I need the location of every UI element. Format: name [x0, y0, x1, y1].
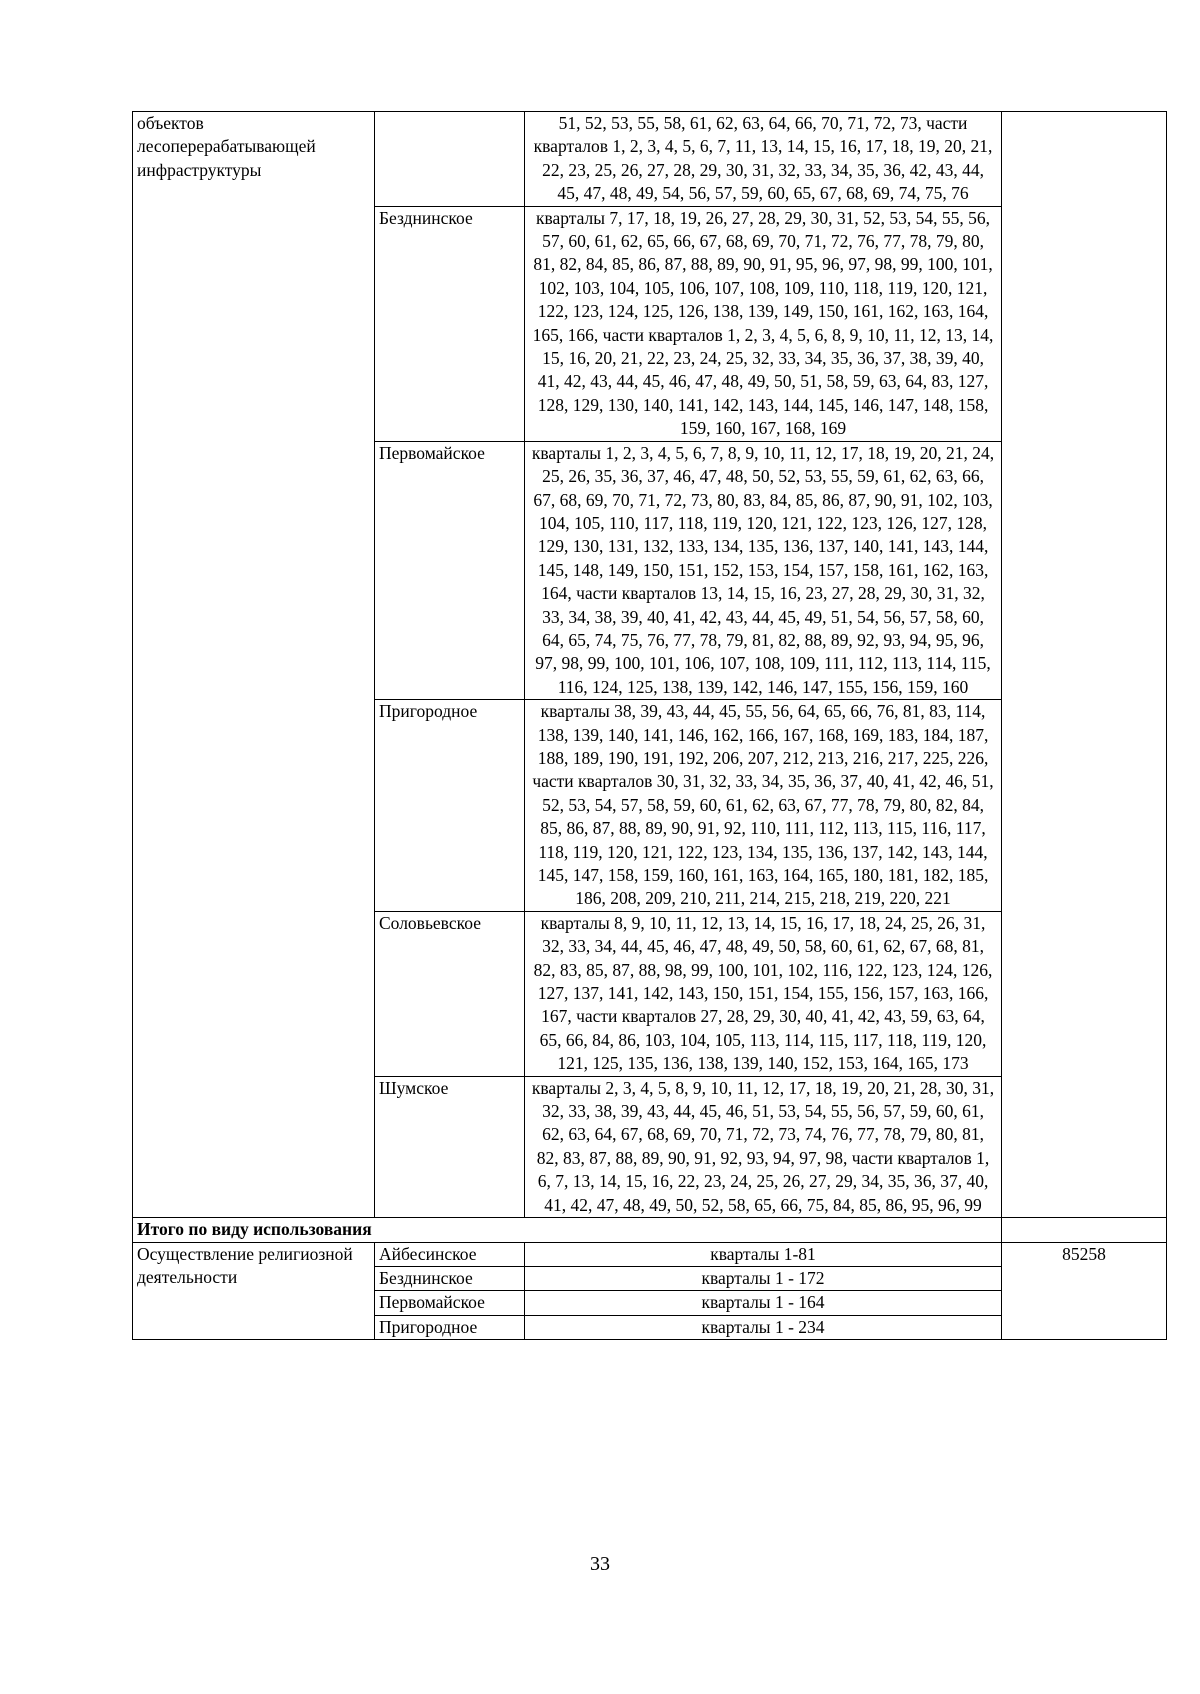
- quarters-cell: кварталы 7, 17, 18, 19, 26, 27, 28, 29, 30, 31, 52, 53, 54, 55, 56, 57, 60, 61, 62, 65, 66, 67, 68, 69, 70, 71, 72, 76, 77, 78, 79, 80, 81, 82, 84, 85, 86, 87, 88, 89, 90, 91, 95, 96, 97, 98, 99, 100, 101, 102, 103, 104, 105, 106, 107, 108, 109, 110, 118, 119, 120, 121, 122, 123, 124, 125, 126, 138, 139, 149, 150, 161, 162, 163, 164, 165, 166, части кварталов 1, 2, 3, 4, 5, 6, 8, 9, 10, 11, 12, 13, 14, 15, 16, 20, 21, 22, 23, 24, 25, 32, 33, 34, 35, 36, 37, 38, 39, 40, 41, 42, 43, 44, 45, 46, 47, 48, 49, 50, 51, 58, 59, 63, 64, 83, 127, 128, 129, 130, 140, 141, 142, 143, 144, 145, 146, 147, 148, 158, 159, 160, 167, 168, 169: [525, 206, 1002, 441]
- total-value: [1002, 1218, 1167, 1242]
- area-cell: [1002, 112, 1167, 1218]
- quarters-cell: кварталы 1-81: [525, 1242, 1002, 1266]
- quarters-cell: кварталы 1 - 172: [525, 1266, 1002, 1290]
- district-cell: Первомайское: [375, 441, 525, 699]
- district-cell: Айбесинское: [375, 1242, 525, 1266]
- table-row: [133, 1242, 1167, 1266]
- district-cell: Первомайское: [375, 1291, 525, 1315]
- district-cell: Пригородное: [375, 1315, 525, 1339]
- usage-purpose-cell: Осуществление религиозной деятельности: [133, 1242, 375, 1340]
- district-cell: Безднинское: [375, 206, 525, 441]
- quarters-cell: кварталы 1 - 234: [525, 1315, 1002, 1339]
- area-cell: 85258: [1002, 1242, 1167, 1340]
- district-cell: Соловьевское: [375, 911, 525, 1076]
- quarters-cell: кварталы 2, 3, 4, 5, 8, 9, 10, 11, 12, 17, 18, 19, 20, 21, 28, 30, 31, 32, 33, 38, 39, 43, 44, 45, 46, 51, 53, 54, 55, 56, 57, 59, 60, 61, 62, 63, 64, 67, 68, 69, 70, 71, 72, 73, 74, 76, 77, 78, 79, 80, 81, 82, 83, 87, 88, 89, 90, 91, 92, 93, 94, 97, 98, части кварталов 1, 6, 7, 13, 14, 15, 16, 22, 23, 24, 25, 26, 27, 29, 34, 35, 36, 37, 40, 41, 42, 47, 48, 49, 50, 52, 58, 65, 66, 75, 84, 85, 86, 95, 96, 99: [525, 1076, 1002, 1217]
- total-label: Итого по виду использования: [133, 1218, 1002, 1242]
- total-row: [133, 1218, 1167, 1242]
- district-cell: [375, 112, 525, 207]
- page-number: 33: [590, 1553, 610, 1575]
- district-cell: Пригородное: [375, 700, 525, 912]
- forest-usage-table: [132, 111, 1167, 1340]
- quarters-cell: кварталы 8, 9, 10, 11, 12, 13, 14, 15, 16, 17, 18, 24, 25, 26, 31, 32, 33, 34, 44, 45, 46, 47, 48, 49, 50, 58, 60, 61, 62, 67, 68, 81, 82, 83, 85, 87, 88, 98, 99, 100, 101, 102, 116, 122, 123, 124, 126, 127, 137, 141, 142, 143, 150, 151, 154, 155, 156, 157, 163, 166, 167, части кварталов 27, 28, 29, 30, 40, 41, 42, 43, 59, 63, 64, 65, 66, 84, 86, 103, 104, 105, 113, 114, 115, 117, 118, 119, 120, 121, 125, 135, 136, 138, 139, 140, 152, 153, 164, 165, 173: [525, 911, 1002, 1076]
- quarters-cell: кварталы 1 - 164: [525, 1291, 1002, 1315]
- quarters-cell: кварталы 38, 39, 43, 44, 45, 55, 56, 64, 65, 66, 76, 81, 83, 114, 138, 139, 140, 141, 146, 162, 166, 167, 168, 169, 183, 184, 187, 188, 189, 190, 191, 192, 206, 207, 212, 213, 216, 217, 225, 226, части кварталов 30, 31, 32, 33, 34, 35, 36, 37, 40, 41, 42, 46, 51, 52, 53, 54, 57, 58, 59, 60, 61, 62, 63, 67, 77, 78, 79, 80, 82, 84, 85, 86, 87, 88, 89, 90, 91, 92, 110, 111, 112, 113, 115, 116, 117, 118, 119, 120, 121, 122, 123, 134, 135, 136, 137, 142, 143, 144, 145, 147, 158, 159, 160, 161, 163, 164, 165, 180, 181, 182, 185, 186, 208, 209, 210, 211, 214, 215, 218, 219, 220, 221: [525, 700, 1002, 912]
- quarters-cell: кварталы 1, 2, 3, 4, 5, 6, 7, 8, 9, 10, 11, 12, 17, 18, 19, 20, 21, 24, 25, 26, 35, 36, 37, 46, 47, 48, 50, 52, 53, 55, 59, 61, 62, 63, 66, 67, 68, 69, 70, 71, 72, 73, 80, 83, 84, 85, 86, 87, 90, 91, 102, 103, 104, 105, 110, 117, 118, 119, 120, 121, 122, 123, 126, 127, 128, 129, 130, 131, 132, 133, 134, 135, 136, 137, 140, 141, 143, 144, 145, 148, 149, 150, 151, 152, 153, 154, 157, 158, 161, 162, 163, 164, части кварталов 13, 14, 15, 16, 23, 27, 28, 29, 30, 31, 32, 33, 34, 38, 39, 40, 41, 42, 43, 44, 45, 49, 51, 54, 56, 57, 58, 60, 64, 65, 74, 75, 76, 77, 78, 79, 81, 82, 88, 89, 92, 93, 94, 95, 96, 97, 98, 99, 100, 101, 106, 107, 108, 109, 111, 112, 113, 114, 115, 116, 124, 125, 138, 139, 142, 146, 147, 155, 156, 159, 160: [525, 441, 1002, 699]
- table-row: [133, 112, 1167, 207]
- usage-purpose-cell: объектов лесоперерабатывающей инфраструктуры: [133, 112, 375, 1218]
- quarters-cell: 51, 52, 53, 55, 58, 61, 62, 63, 64, 66, 70, 71, 72, 73, части кварталов 1, 2, 3, 4, 5, 6, 7, 11, 13, 14, 15, 16, 17, 18, 19, 20, 21, 22, 23, 25, 26, 27, 28, 29, 30, 31, 32, 33, 34, 35, 36, 42, 43, 44, 45, 47, 48, 49, 54, 56, 57, 59, 60, 65, 67, 68, 69, 74, 75, 76: [525, 112, 1002, 207]
- district-cell: Шумское: [375, 1076, 525, 1217]
- district-cell: Безднинское: [375, 1266, 525, 1290]
